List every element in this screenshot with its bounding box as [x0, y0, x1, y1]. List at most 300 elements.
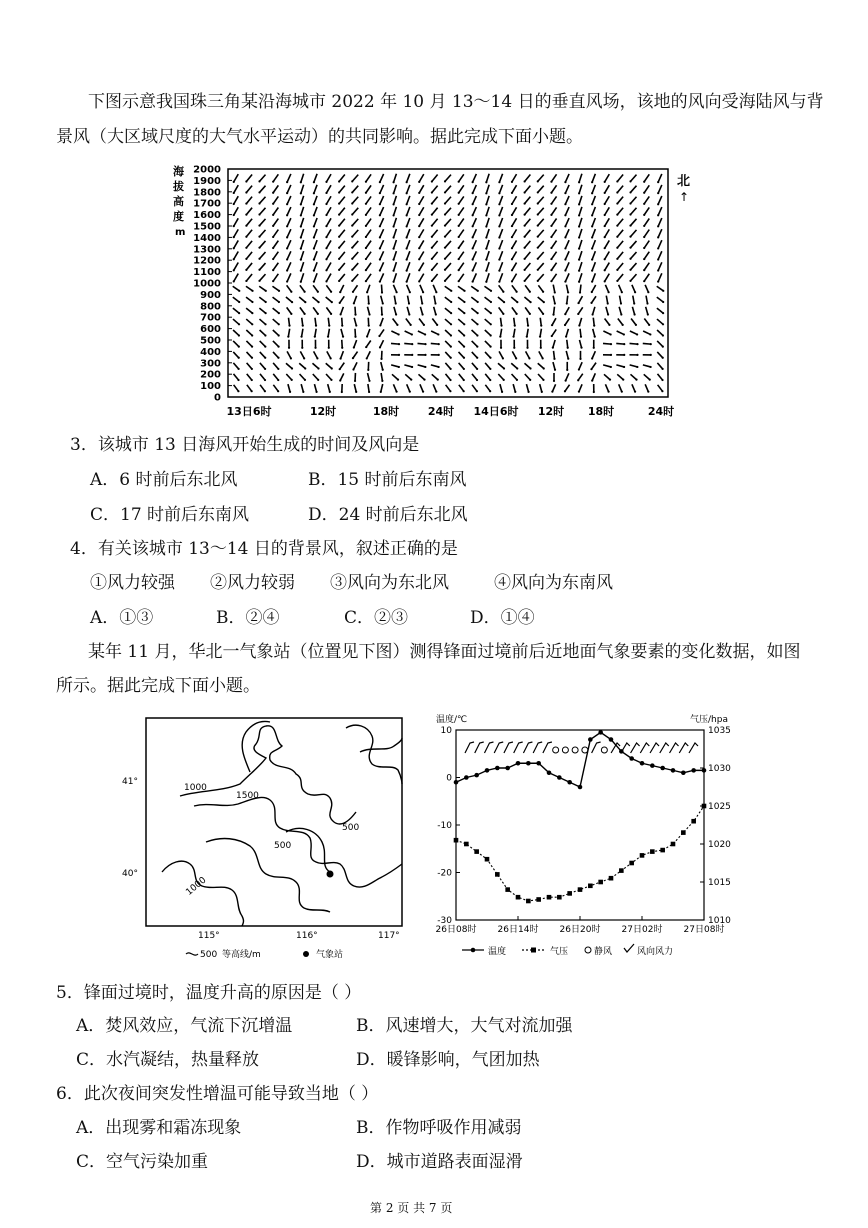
- wind-arrow-head: [578, 270, 580, 272]
- wind-arrow: [527, 318, 528, 326]
- wind-arrow: [405, 374, 411, 379]
- wind-barb-symbol: [650, 743, 659, 753]
- wind-arrow: [420, 384, 423, 391]
- wind-arrow: [485, 363, 490, 369]
- wind-arrow: [246, 219, 252, 226]
- temp-tick-label: -10: [437, 821, 452, 831]
- wind-arrow: [631, 263, 637, 270]
- wind-arrow: [273, 230, 278, 237]
- wind-arrow: [579, 384, 582, 391]
- wind-arrow-head: [477, 312, 479, 314]
- wind-arrow-head: [477, 301, 479, 303]
- wind-arrow: [354, 384, 356, 392]
- wind-arrow: [619, 285, 622, 292]
- wind-arrow-head: [272, 203, 274, 205]
- wind-arrow: [511, 363, 517, 368]
- wind-arrow: [408, 296, 409, 304]
- wind-arrow: [339, 175, 345, 182]
- pressure-point: [629, 861, 634, 866]
- wind-arrow: [287, 240, 291, 248]
- wind-arrow: [394, 262, 397, 271]
- wind-arrow: [499, 273, 502, 281]
- q5-option-a: A．焚风效应，气流下沉增温: [76, 1016, 293, 1036]
- wind-arrow: [260, 341, 266, 347]
- wind-arrow: [498, 374, 503, 380]
- wind-arrow: [486, 174, 489, 183]
- wind-arrow: [393, 384, 396, 391]
- wind-arrow: [617, 274, 623, 281]
- wind-arrow: [657, 363, 662, 369]
- svg-text:高: 高: [173, 195, 184, 208]
- wind-arrow: [631, 208, 637, 215]
- wind-arrow-head: [300, 236, 302, 238]
- wind-arrow: [458, 297, 464, 302]
- wind-arrow: [314, 251, 317, 259]
- wind-arrow: [246, 197, 252, 204]
- wind-arrow-head: [304, 291, 306, 293]
- wind-arrow-head: [392, 270, 394, 272]
- wind-arrow: [445, 374, 450, 380]
- temperature-point: [588, 737, 593, 742]
- wind-arrow: [605, 384, 608, 391]
- wind-arrow-head: [458, 280, 460, 282]
- wind-arrow-head: [485, 181, 487, 183]
- wind-arrow-head: [616, 269, 618, 271]
- wind-arrow: [445, 252, 451, 259]
- wind-arrow: [314, 273, 317, 281]
- wind-arrow: [552, 318, 556, 325]
- wind-arrow: [259, 286, 266, 291]
- wind-arrow-head: [418, 214, 420, 216]
- wind-arrow-head: [550, 192, 552, 194]
- wind-arrow: [644, 274, 649, 281]
- wind-arrow: [247, 352, 252, 358]
- wind-arrow: [538, 297, 544, 302]
- wind-arrow: [326, 285, 331, 291]
- wind-arrow: [273, 263, 278, 270]
- wind-arrow: [632, 285, 635, 292]
- wind-arrow: [499, 351, 503, 358]
- wind-arrow: [260, 230, 266, 237]
- wind-arrow-head: [564, 203, 566, 205]
- wind-arrow-head: [300, 225, 302, 227]
- contour-label-1000-south: 1000: [184, 875, 209, 898]
- wind-arrow: [352, 186, 358, 193]
- wind-arrow: [405, 331, 412, 334]
- wind-arrow-head: [411, 343, 413, 345]
- wind-arrow: [566, 285, 568, 293]
- wind-arrow: [286, 363, 292, 368]
- wind-arrow-head: [472, 203, 474, 205]
- wind-arrow: [392, 374, 398, 379]
- lon-label-115: 115°: [198, 931, 220, 941]
- wind-arrow-head: [490, 301, 492, 303]
- wind-arrow: [366, 174, 371, 181]
- wind-arrow: [485, 374, 490, 380]
- wind-arrow-head: [431, 258, 433, 260]
- wind-arrow-head: [338, 202, 340, 204]
- wind-arrow-head: [604, 280, 606, 282]
- wind-arrow: [486, 218, 489, 227]
- wind-arrow-head: [490, 334, 492, 336]
- wind-arrow-head: [315, 325, 317, 327]
- wind-arrow-head: [490, 323, 492, 325]
- wind-arrow-head: [410, 378, 412, 380]
- wind-arrow: [592, 240, 595, 248]
- wind-arrow: [592, 174, 595, 182]
- wind-arrow-head: [578, 214, 580, 216]
- wind-arrow: [302, 329, 303, 337]
- wind-arrow: [273, 207, 278, 214]
- wind-arrow-head: [485, 214, 487, 216]
- wind-arrow-head: [351, 224, 353, 226]
- wind-arrow-head: [489, 390, 491, 392]
- wind-arrow-head: [245, 202, 247, 204]
- wind-arrow: [554, 307, 555, 315]
- wind-arrow-head: [444, 191, 446, 193]
- wind-arrow: [287, 351, 291, 358]
- wind-arrow-head: [325, 225, 327, 227]
- wind-arrow-head: [514, 325, 516, 327]
- wind-arrow: [605, 207, 610, 215]
- wind-arrow-head: [591, 192, 593, 194]
- wind-arrow: [341, 351, 344, 358]
- wind-arrow: [381, 296, 383, 304]
- wind-arrow-head: [472, 214, 474, 216]
- wind-arrow: [354, 318, 356, 326]
- wind-arrow: [418, 343, 426, 344]
- wind-arrow: [593, 318, 594, 326]
- wind-arrow: [366, 241, 371, 248]
- wind-arrow-head: [524, 202, 526, 204]
- wind-arrow: [554, 351, 555, 359]
- wind-arrow: [366, 207, 371, 214]
- wind-arrow: [391, 365, 399, 367]
- wind-arrow-head: [265, 290, 267, 292]
- wind-arrow-head: [524, 225, 526, 227]
- wind-arrow-head: [524, 269, 526, 271]
- wind-arrow: [434, 296, 435, 304]
- temperature-point: [526, 761, 531, 766]
- wind-arrow-head: [325, 280, 327, 282]
- temperature-point: [609, 737, 614, 742]
- pressure-point: [578, 887, 583, 892]
- wind-arrow-head: [238, 368, 240, 370]
- lat-label-40: 40°: [122, 869, 138, 879]
- wind-arrow-head: [511, 203, 513, 205]
- wind-arrow-head: [463, 357, 465, 359]
- wind-arrow: [300, 374, 305, 380]
- wind-arrow: [273, 252, 278, 259]
- wind-arrow: [579, 318, 581, 326]
- wind-arrow: [458, 341, 464, 347]
- wind-arrow: [432, 219, 438, 226]
- wind-symbols-row: [465, 742, 698, 753]
- wind-arrow: [512, 207, 517, 215]
- q3-stem: 3．该城市 13 日海风开始生成的时间及风向是: [70, 435, 420, 455]
- wind-arrow: [286, 374, 291, 380]
- wind-arrow-head: [657, 181, 659, 183]
- wind-arrow: [407, 251, 410, 259]
- wind-arrow: [314, 174, 317, 182]
- wind-arrow-head: [258, 236, 260, 238]
- wind-arrow: [567, 340, 568, 348]
- wind-arrow-head: [472, 236, 474, 238]
- wind-arrow: [631, 252, 637, 259]
- wind-arrow-head: [286, 214, 288, 216]
- wind-arrow: [605, 196, 610, 204]
- wind-arrow: [233, 319, 239, 324]
- page-footer: 第 2 页 共 7 页: [370, 1201, 453, 1215]
- wind-arrow: [644, 196, 649, 203]
- wind-arrow: [233, 363, 238, 369]
- wind-arrow: [593, 329, 595, 337]
- wind-arrow-head: [579, 358, 581, 360]
- wind-arrow-head: [258, 213, 260, 215]
- wind-arrow-head: [325, 269, 327, 271]
- wind-arrow: [538, 263, 544, 270]
- pressure-tick-label: 1025: [708, 802, 731, 812]
- wind-arrow-head: [435, 391, 437, 393]
- wind-arrow-head: [314, 347, 316, 349]
- wind-arrow-head: [527, 391, 529, 393]
- wind-arrow-head: [537, 269, 539, 271]
- wind-arrow-head: [392, 181, 394, 183]
- wind-arrow: [247, 363, 252, 369]
- wind-arrow-head: [313, 225, 315, 227]
- wind-arrow: [260, 252, 266, 259]
- pressure-point: [526, 899, 531, 904]
- wind-arrow: [352, 219, 358, 226]
- q4-statement-2: ②风力较弱: [210, 573, 295, 593]
- wind-arrow: [366, 252, 371, 259]
- wind-arrow-head: [511, 269, 513, 271]
- legend-calm: 静风: [594, 947, 613, 957]
- wind-arrow-head: [406, 214, 408, 216]
- wind-arrow-head: [379, 247, 381, 249]
- wind-y-tick-label: 1600: [193, 210, 221, 222]
- wind-arrow: [580, 285, 581, 293]
- wind-arrow-head: [489, 379, 491, 381]
- wind-arrow-head: [567, 358, 569, 360]
- wind-arrow: [617, 374, 623, 379]
- wind-arrow-head: [329, 391, 331, 393]
- wind-arrow: [234, 196, 239, 204]
- wind-arrow: [353, 362, 357, 369]
- wind-arrow-head: [317, 379, 319, 381]
- wind-arrow-head: [591, 380, 593, 382]
- contour-label-500-center: 500: [274, 841, 292, 851]
- pressure-point: [671, 842, 676, 847]
- wind-arrow: [565, 229, 569, 237]
- wind-arrow-head: [657, 192, 659, 194]
- wind-arrow-head: [578, 368, 580, 370]
- pressure-point: [536, 897, 541, 902]
- wind-arrow-head: [553, 380, 555, 382]
- wind-arrow: [604, 374, 610, 379]
- wind-arrow-head: [578, 259, 580, 261]
- wind-arrow: [301, 251, 304, 260]
- wind-arrow-head: [458, 225, 460, 227]
- wind-arrow-head: [355, 324, 357, 326]
- wind-arrow-head: [251, 379, 253, 381]
- wind-arrow-head: [444, 180, 446, 182]
- wind-arrow: [579, 174, 582, 183]
- wind-arrow-head: [251, 368, 253, 370]
- wind-arrow: [620, 296, 621, 304]
- wind-arrow: [287, 218, 291, 226]
- wind-arrow: [459, 230, 464, 237]
- wind-arrow-head: [633, 302, 635, 304]
- wind-arrow: [486, 185, 489, 194]
- wind-arrow: [579, 362, 582, 369]
- wind-arrow-head: [450, 290, 452, 292]
- wind-arrow-head: [379, 258, 381, 260]
- wind-arrow-head: [590, 302, 592, 304]
- wind-arrow-head: [516, 291, 518, 293]
- wind-arrow: [300, 307, 305, 313]
- wind-arrow: [540, 318, 541, 326]
- temperature-point: [650, 763, 655, 768]
- q6-option-d: D．城市道路表面湿滑: [356, 1152, 523, 1172]
- wind-arrow: [603, 365, 611, 367]
- wind-arrow-head: [498, 247, 500, 249]
- wind-arrow-head: [379, 203, 381, 205]
- wind-arrow-head: [610, 343, 612, 345]
- wind-arrow-head: [476, 368, 478, 370]
- wind-arrow-head: [662, 346, 664, 348]
- wind-arrow-head: [643, 236, 645, 238]
- q4-option-a: A．①③: [90, 608, 154, 628]
- wind-arrow-head: [406, 270, 408, 272]
- wind-arrow: [407, 262, 410, 270]
- contour-label-1000-north: 1000: [184, 783, 207, 793]
- wind-arrow-head: [406, 225, 408, 227]
- wind-arrow-head: [408, 313, 410, 315]
- wind-arrow-head: [550, 203, 552, 205]
- wind-arrow: [432, 175, 438, 182]
- wind-arrow-head: [591, 203, 593, 205]
- wind-arrow: [273, 308, 279, 313]
- wind-arrow-head: [367, 369, 369, 371]
- wind-arrow-head: [472, 225, 474, 227]
- wind-arrow: [551, 219, 556, 226]
- wind-arrow-head: [258, 258, 260, 260]
- wind-arrow: [632, 307, 634, 315]
- wind-arrow-head: [444, 247, 446, 249]
- wind-arrow: [312, 363, 318, 368]
- wind-arrow: [407, 285, 410, 292]
- temp-tick-label: 0: [446, 773, 452, 784]
- wind-arrow-head: [622, 378, 624, 380]
- wind-arrow-head: [233, 247, 235, 249]
- wind-arrow: [419, 218, 424, 226]
- wind-arrow-head: [498, 192, 500, 194]
- wind-arrow: [380, 251, 384, 259]
- wind-arrow-head: [629, 269, 631, 271]
- wind-arrow-head: [524, 258, 526, 260]
- wind-arrow-head: [395, 302, 397, 304]
- wind-arrow: [644, 230, 649, 237]
- wind-arrow-head: [537, 213, 539, 215]
- wind-arrow-head: [444, 269, 446, 271]
- legend-station-icon: [303, 951, 309, 957]
- wind-arrow: [592, 229, 595, 237]
- wind-arrow-head: [527, 325, 529, 327]
- wind-arrow: [445, 197, 451, 204]
- wind-arrow-head: [300, 203, 302, 205]
- wind-arrow-head: [485, 203, 487, 205]
- wind-arrow-head: [431, 225, 433, 227]
- svg-text:m: m: [175, 227, 186, 238]
- wind-arrow: [566, 351, 568, 359]
- wind-arrow-head: [351, 258, 353, 260]
- wind-arrow-head: [424, 333, 426, 335]
- wind-arrow-head: [424, 343, 426, 345]
- wind-arrow-head: [643, 181, 645, 183]
- wind-arrow-head: [398, 366, 400, 368]
- wind-arrow-head: [379, 225, 381, 227]
- wind-arrow-head: [564, 236, 566, 238]
- wind-arrow-head: [354, 380, 356, 382]
- wind-arrow-head: [476, 334, 478, 336]
- wind-arrow: [644, 252, 649, 259]
- wind-arrow-head: [328, 347, 330, 349]
- lon-label-116: 116°: [296, 931, 318, 941]
- wind-arrow: [579, 262, 582, 271]
- wind-arrow: [658, 262, 662, 270]
- wind-arrow: [301, 262, 304, 271]
- wind-arrow-head: [406, 192, 408, 194]
- wind-arrow: [499, 262, 502, 270]
- wind-arrow: [644, 318, 649, 324]
- wind-arrow-head: [408, 302, 410, 304]
- temperature-point: [505, 766, 510, 771]
- wind-arrow-head: [233, 269, 235, 271]
- wind-arrow-head: [338, 247, 340, 249]
- wind-arrow-head: [251, 334, 253, 336]
- wind-arrow: [419, 174, 424, 182]
- wind-arrow: [433, 285, 436, 292]
- wind-arrow-head: [623, 343, 625, 345]
- wind-arrow-head: [463, 323, 465, 325]
- wind-arrow-head: [541, 391, 543, 393]
- wind-arrow-head: [411, 333, 413, 335]
- wind-arrow: [633, 296, 634, 304]
- wind-y-tick-label: 1500: [193, 221, 221, 233]
- wind-arrow-head: [662, 312, 664, 314]
- wind-arrow-head: [278, 334, 280, 336]
- wind-arrow-head: [365, 269, 367, 271]
- wind-arrow-head: [537, 180, 539, 182]
- wind-arrow-head: [339, 357, 341, 359]
- wind-arrow-head: [410, 324, 412, 326]
- wind-arrow-head: [300, 247, 302, 249]
- wind-arrow-head: [338, 180, 340, 182]
- wind-arrow: [579, 251, 582, 260]
- wind-arrow: [246, 175, 252, 182]
- wind-arrow: [353, 352, 358, 359]
- pressure-tick-label: 1015: [708, 878, 731, 888]
- wind-arrow: [565, 207, 569, 215]
- wind-arrow-head: [662, 323, 664, 325]
- wind-arrow-head: [657, 280, 659, 282]
- wind-arrow: [234, 263, 239, 271]
- wind-arrow-head: [286, 203, 288, 205]
- wind-arrow: [352, 252, 358, 259]
- wind-arrow: [273, 319, 279, 324]
- wind-arrow-head: [338, 225, 340, 227]
